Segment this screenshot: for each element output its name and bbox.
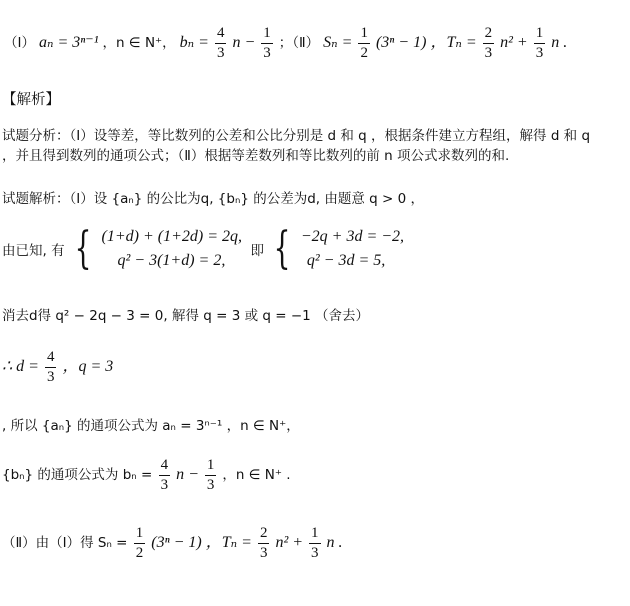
a-formula: aₙ = 3ⁿ⁻¹ [38,34,99,52]
eliminate-line: 消去d得 q² − 2q − 3 = 0, 解得 q = 3 或 q = −1 （舍去） [2,308,370,324]
fraction: $\frac{1}{3}$ [535,25,544,61]
fraction: $\frac{2}{3}$ [259,525,268,561]
part2-tail: n . [326,534,343,552]
left-brace-icon: { [74,223,92,274]
t-formula-tail: n . [551,34,568,52]
fraction: $\frac{2}{3}$ [484,25,493,61]
fraction: $\frac{4}{3}$ [216,25,225,61]
fraction: $\frac{1}{3}$ [263,25,271,61]
equation: q² − 3d = 5, [306,252,386,269]
analysis-text-2: ，并且得到数列的通项公式；（Ⅱ）根据等差数列和等比数列的前 n 项公式求数列的和. [2,148,510,164]
result-tail: ，q = 3 [62,358,114,376]
system-1 [102,225,243,273]
fraction: $\frac{1}{3}$ [311,525,319,561]
system-2 [301,225,404,273]
equation: (1+d) + (1+2d) = 2q, [101,228,242,245]
left-brace-icon: { [274,223,291,274]
solution-intro: 试题解析：（Ⅰ）设 {aₙ} 的公比为q, {bₙ} 的公差为d, 由题意 q > 0 ， [2,191,424,207]
equation: −2q + 3d = −2, [300,228,405,245]
fraction: $\frac{1}{2}$ [360,25,368,61]
general-b-prefix: {bₙ} 的通项公式为 bₙ = [2,467,157,484]
b-formula-mid: n − [232,34,260,52]
part2-prefix: （Ⅱ）由（Ⅰ）得 Sₙ = [2,535,132,552]
general-b-line [2,458,291,493]
result-line [2,350,113,385]
system-mid: 即 [250,243,264,259]
part2-mid1: (3ⁿ − 1) ，Tₙ = [151,534,256,552]
s-formula-lhs: Sₙ = [323,34,357,52]
equation: q² − 3(1+d) = 2, [117,252,226,269]
t-formula-mid: n² + [500,34,532,52]
part-label-2: ；（Ⅱ） [278,35,320,52]
analysis-heading: 【解析】 [2,92,60,108]
fraction: $\frac{4}{3}$ [46,349,55,385]
s-formula-tail: (3ⁿ − 1) [375,34,427,52]
analysis-text-1: 试题分析：（Ⅰ）设等差，等比数列的公差和公比分别是 d 和 q ，根据条件建立方程组，解得 d 和 q [2,128,591,144]
t-formula-lhs: ，Tₙ = [430,34,481,52]
b-formula-lhs: bₙ = [179,34,213,52]
fraction: $\frac{1}{2}$ [135,525,144,561]
system-prefix: 由已知, 有 [2,243,65,259]
part2-line [2,526,343,561]
part2-mid2: n² + [275,534,308,552]
fraction: $\frac{1}{3}$ [206,457,215,493]
answer-line [4,26,567,61]
part-label-1: （Ⅰ） [4,35,35,52]
a-condition: ，n ∈ N⁺， [102,35,176,52]
equation-system [2,225,404,273]
general-b-mid: n − [176,466,203,484]
general-b-tail: ，n ∈ N⁺ . [222,467,291,484]
general-a-line: , 所以 {aₙ} 的通项公式为 aₙ = 3ⁿ⁻¹ ，n ∈ N⁺， [2,418,300,434]
result-prefix: ∴ d = [2,358,43,376]
fraction: $\frac{4}{3}$ [160,457,169,493]
